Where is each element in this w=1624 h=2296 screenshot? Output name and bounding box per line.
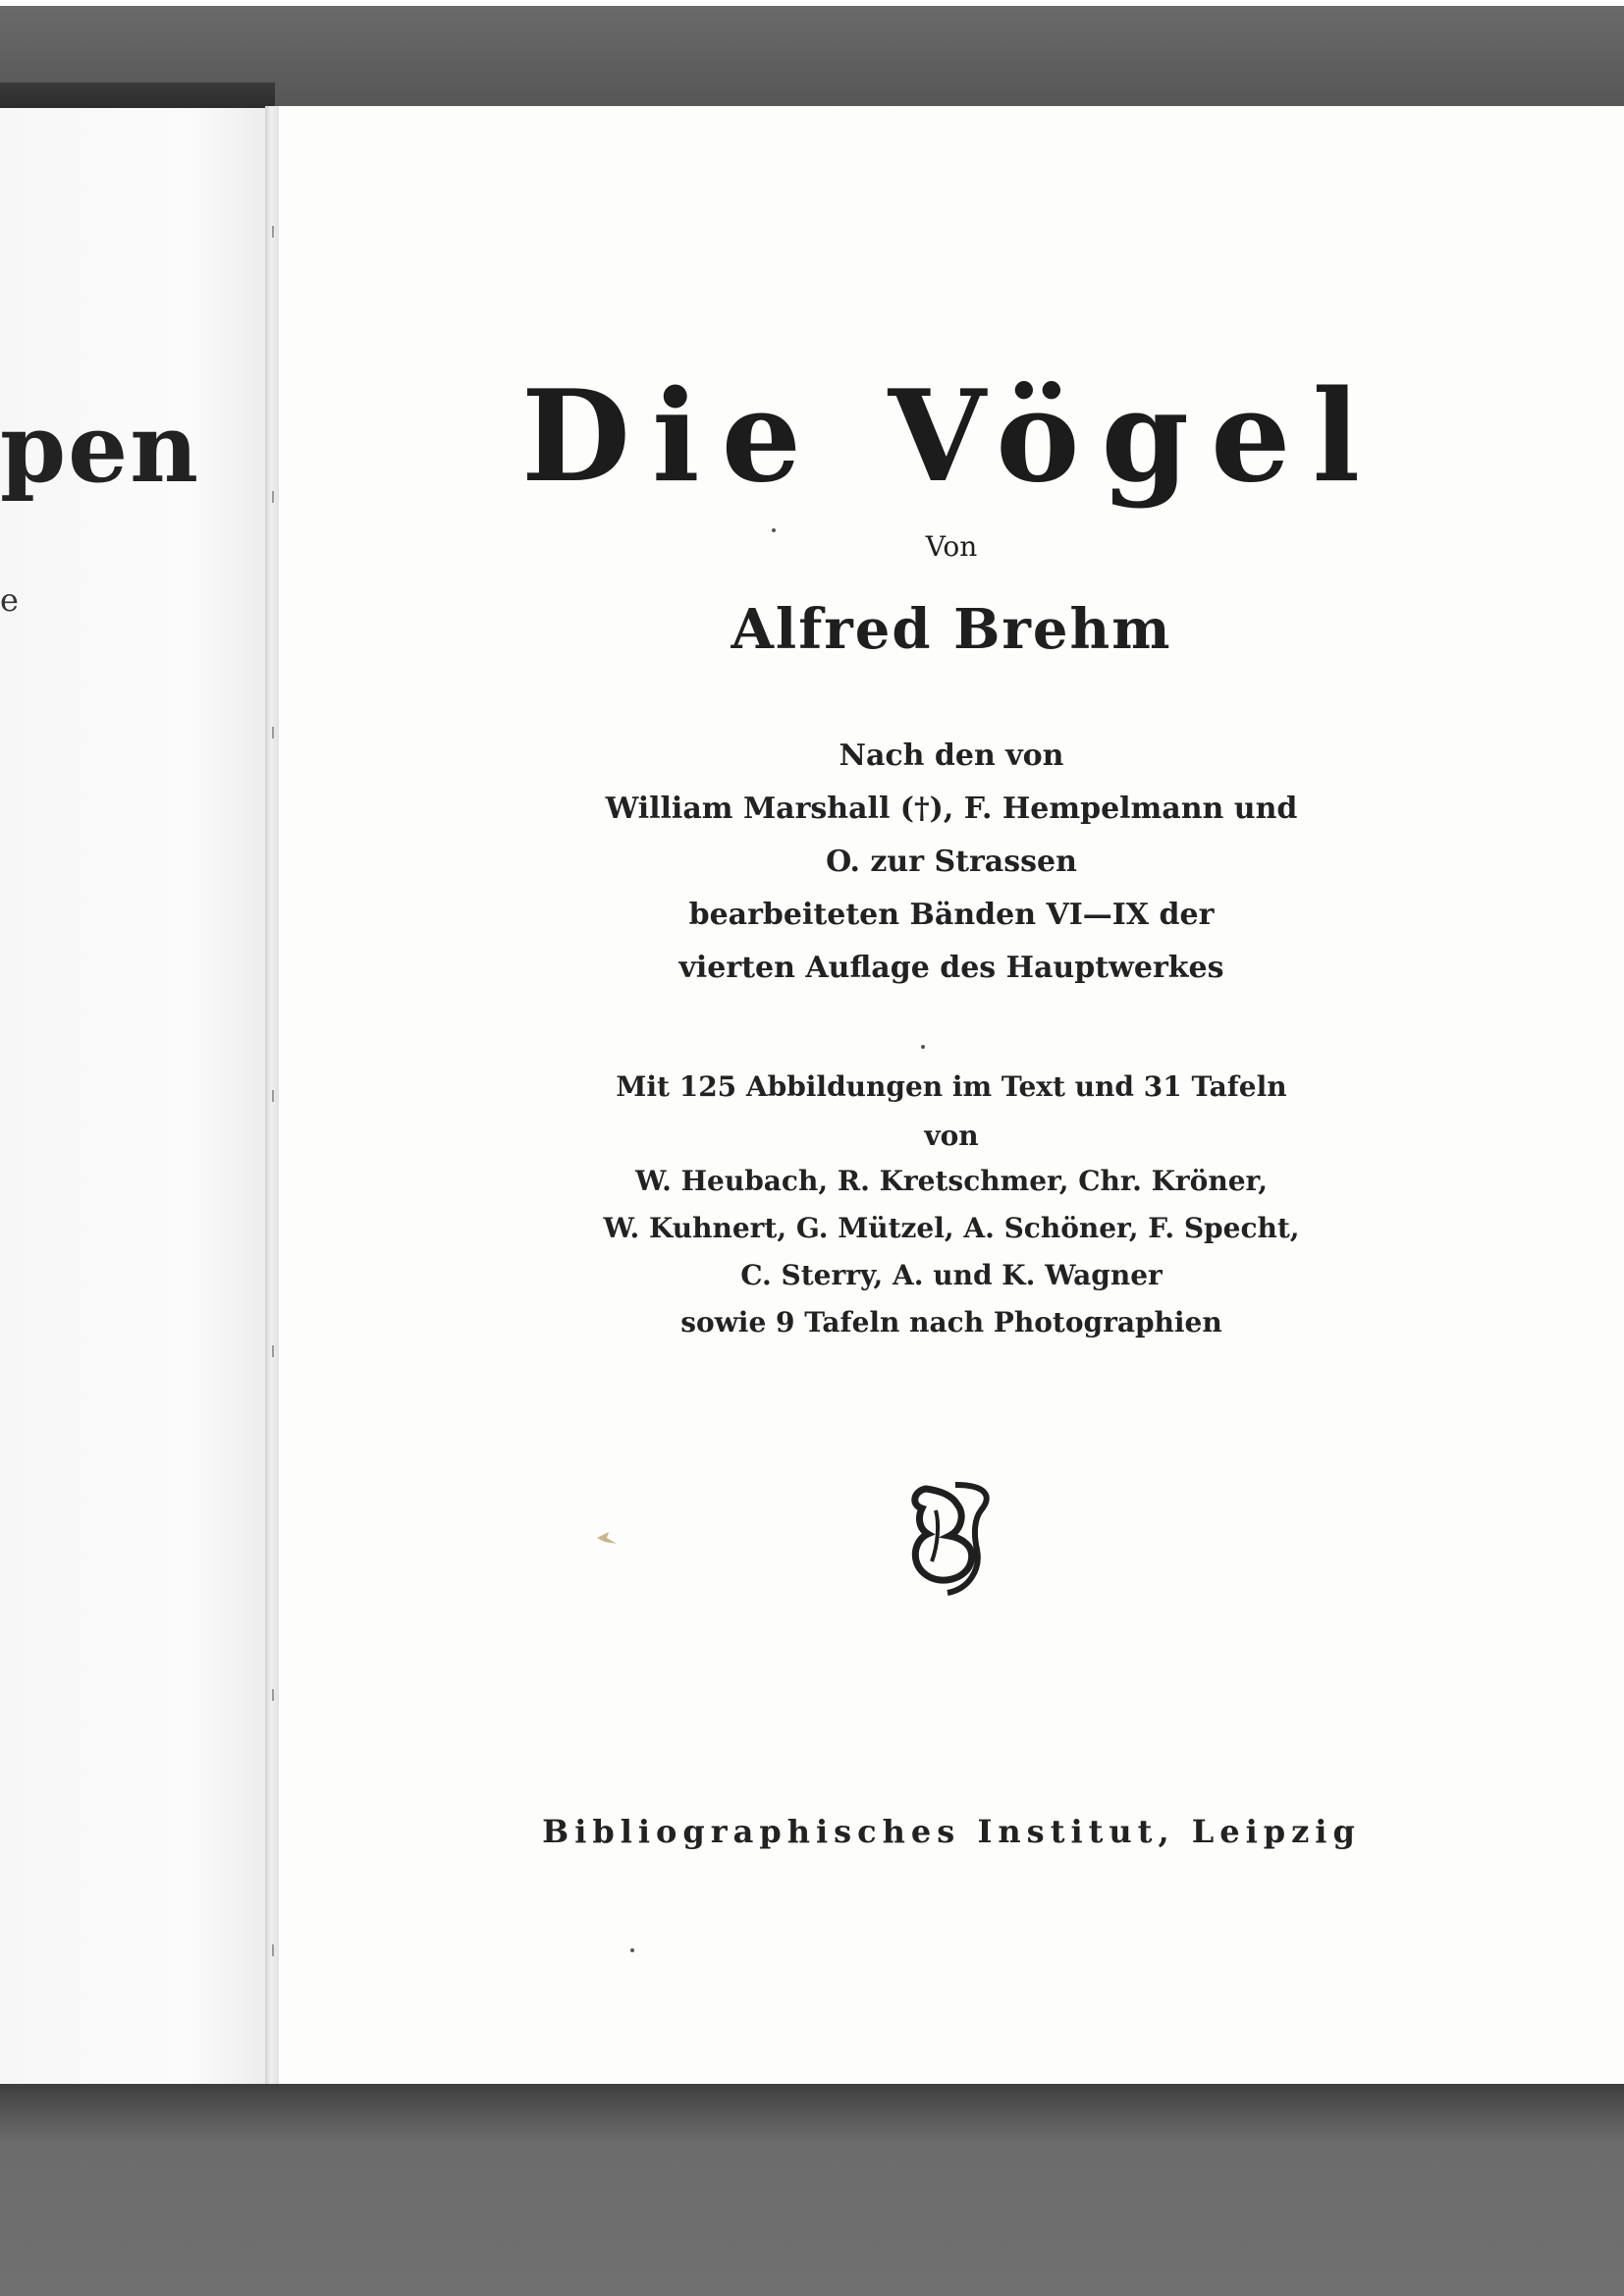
title-page-content — [279, 0, 1624, 2296]
cover-board-bottom — [0, 2084, 1624, 2296]
basis-line: vierten Auflage des Hauptwerkes — [678, 951, 1224, 985]
basis-line: O. zur Strassen — [826, 845, 1077, 879]
illustration-line: Mit 125 Abbildungen im Text und 31 Tafeln — [616, 1070, 1287, 1103]
book-title: Die Vögel — [520, 363, 1382, 511]
paper-speck — [595, 1528, 621, 1548]
illustration-line: von — [924, 1120, 979, 1152]
binding-stitch — [272, 491, 274, 503]
basis-line: William Marshall (†), F. Hempelmann und — [605, 792, 1298, 826]
paper-dot — [921, 1045, 925, 1049]
binding-stitch — [272, 727, 274, 738]
binding-stitch — [272, 1944, 274, 1956]
binding-stitch — [272, 226, 274, 238]
paper-dot — [772, 528, 776, 532]
publisher-logo — [896, 1471, 1004, 1599]
left-page-text-fragment-small: e — [0, 581, 19, 619]
binding-stitch — [272, 1090, 274, 1102]
by-label: Von — [925, 530, 978, 563]
illustration-line: sowie 9 Tafeln nach Photographien — [680, 1306, 1222, 1339]
binding-stitch — [272, 1689, 274, 1701]
left-page-text-fragment: pen — [0, 393, 200, 504]
author-name: Alfred Brehm — [731, 597, 1172, 662]
illustration-line: C. Sterry, A. und K. Wagner — [740, 1259, 1163, 1291]
publisher-name: Bibliographisches Institut, Leipzig — [542, 1813, 1361, 1850]
illustration-line: W. Heubach, R. Kretschmer, Chr. Kröner, — [635, 1165, 1268, 1197]
binding-stitch — [272, 1345, 274, 1357]
basis-line: bearbeiteten Bänden VI—IX der — [688, 898, 1215, 932]
basis-line: Nach den von — [839, 738, 1064, 773]
paper-dot — [630, 1948, 634, 1952]
illustration-line: W. Kuhnert, G. Mützel, A. Schöner, F. Specht, — [603, 1212, 1300, 1244]
